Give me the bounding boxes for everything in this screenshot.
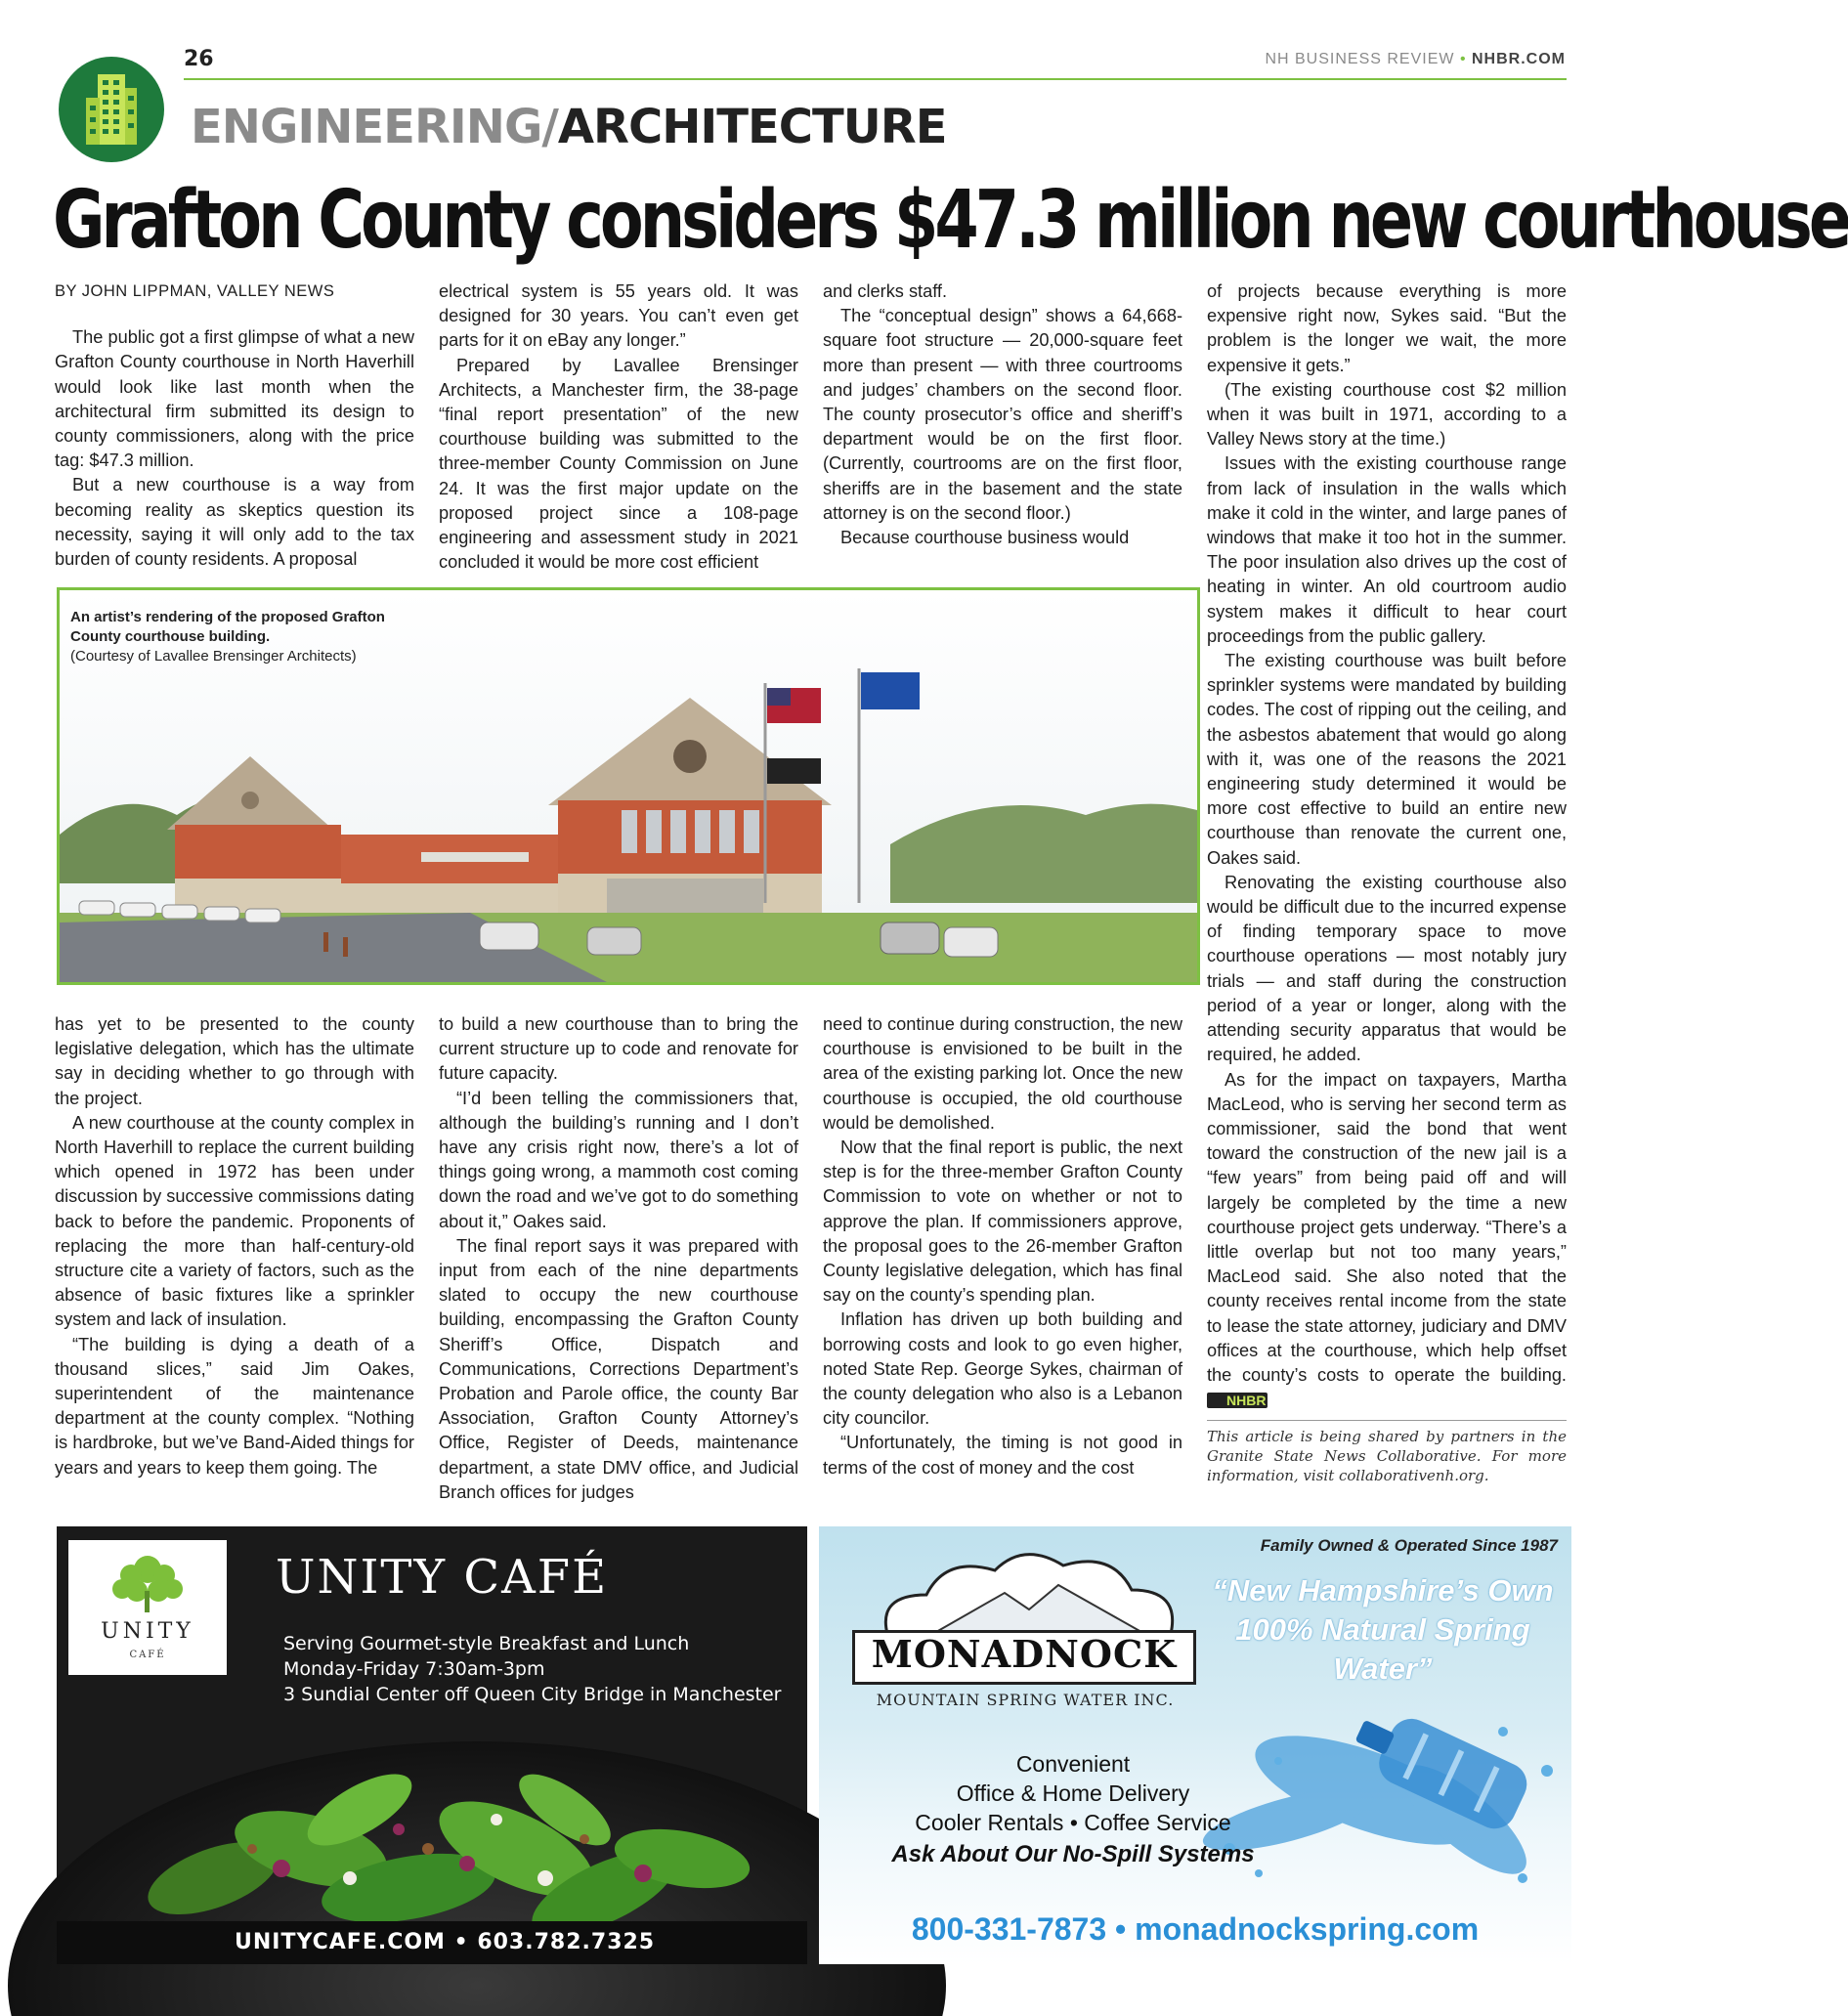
- paragraph: Prepared by Lavallee Brensinger Architects, a Manchester firm, the 38-page “final report presentation” of the new courthouse building was submitted to the three-member County Commission on June 24. It was the first major update on the proposed project since a 108-page engineering and assessment study in 2021 concluded it would be more cost efficient: [439, 355, 798, 573]
- tree-icon: [68, 1540, 227, 1675]
- monadnock-service-2: Office & Home Delivery: [956, 1780, 1190, 1806]
- paragraph: [1207, 1068, 1567, 1413]
- monadnock-subname: MOUNTAIN SPRING WATER INC.: [876, 1691, 1175, 1709]
- publication-name: NH BUSINESS REVIEW: [1265, 51, 1455, 67]
- section-title-right: ARCHITECTURE: [557, 100, 947, 154]
- monadnock-service-3: Cooler Rentals • Coffee Service: [915, 1810, 1231, 1835]
- article-headline: Grafton County considers $47.3 million new courthouse: [53, 174, 1848, 267]
- paragraph: need to continue during construction, the new courthouse is envisioned to be built in the area of the existing parking lot. Once the new courthouse is occupied, the old courthouse would be demolished.: [823, 1014, 1182, 1133]
- unity-logo: [68, 1540, 227, 1675]
- paragraph: has yet to be presented to the county legislative delegation, which has the ultimate say in deciding whether to go through with the project.: [55, 1014, 414, 1108]
- unity-logo-word: UNITY: [101, 1619, 194, 1644]
- paragraph: Because courthouse business would: [840, 528, 1130, 548]
- paragraph: But a new courthouse is a way from becoming reality as skeptics question its necessity, saying it will only add to the tax burden of county residents. A proposal: [55, 475, 414, 570]
- column-1-top: [55, 279, 414, 572]
- paragraph: (The existing courthouse cost $2 million when it was built in 1971, according to a Valley News story at the time.): [1207, 379, 1567, 450]
- column-1-bottom: [55, 1012, 414, 1480]
- header-separator: •: [1459, 51, 1467, 67]
- credit-rule: [1207, 1420, 1567, 1421]
- unity-logo-sub: CAFÉ: [129, 1650, 166, 1660]
- running-header: [1265, 51, 1566, 68]
- paragraph: The public got a first glimpse of what a new Grafton County courthouse in North Haverhill would look like last month when the architectural firm submitted its design to county commissioners, along with the price tag: $47.3 million.: [55, 327, 414, 471]
- page-number: 26: [184, 47, 214, 71]
- monadnock-contact[interactable]: 800-331-7873 • monadnockspring.com: [911, 1911, 1480, 1947]
- unity-cafe-ad[interactable]: [57, 1526, 807, 1964]
- paragraph: The final report says it was prepared with input from each of the nine departments slated to occupy the new courthouse building, encompassing the Grafton County Sheriff’s Office, Dispatch and Communications, Corrections Department’s Probation and Parole office, the county Bar Association, Grafton County Attorney’s Office, Register of Deeds, maintenance department, a state DMV office, and Judicial Branch offices for judges: [439, 1235, 798, 1502]
- paragraph: to build a new courthouse than to bring the current structure up to code and renovate for future capacity.: [439, 1014, 798, 1084]
- paragraph: Renovating the existing courthouse also would be difficult due to the incurred expense of finding temporary space to move courthouse operations — most notably jury trials — and staff during the construction period of a year or longer, along with the attending security apparatus that would be required, he added.: [1207, 872, 1567, 1065]
- unity-cafe-title: UNITY CAFÉ: [276, 1550, 609, 1605]
- monadnock-name: MONADNOCK: [871, 1632, 1178, 1676]
- unity-address: 3 Sundial Center off Queen City Bridge in Manchester: [283, 1684, 782, 1705]
- paragraph: “Unfortunately, the timing is not good in terms of the cost of money and the cost: [823, 1433, 1182, 1478]
- paragraph: Now that the final report is public, the next step is for the three-member Grafton County Commission to vote on whether or not to approve the plan. If commissioners approve, the proposal goes to the 26-member Grafton County legislative delegation, which has final say on the county’s spending plan.: [823, 1137, 1182, 1306]
- image-caption: [70, 608, 403, 666]
- paragraph: Inflation has driven up both building and borrowing costs and look to go even higher, noted State Rep. George Sykes, chairman of the county delegation who also is a Lebanon city councilor.: [823, 1309, 1182, 1429]
- byline: BY JOHN LIPPMAN, VALLEY NEWS: [55, 282, 335, 300]
- section-title-left: ENGINEERING/: [191, 100, 558, 154]
- column-4: [1207, 279, 1567, 1485]
- publication-website[interactable]: NHBR.COM: [1472, 51, 1566, 67]
- collaborative-credit: This article is being shared by partners in the Granite State News Collaborative. For more information, visit collaborativenh.org.: [1207, 1428, 1567, 1485]
- paragraph: The “conceptual design” shows a 64,668-square foot structure — 20,000-square feet more than present — with three courtrooms and judges’ chambers on the second floor. The county prosecutor’s office and sheriff’s department would be on the first floor. (Currently, courtrooms are on the first floor, sheriffs are in the basement and the state attorney is on the second floor.): [823, 306, 1182, 523]
- header-rule: [184, 78, 1567, 80]
- monadnock-no-spill: Ask About Our No-Spill Systems: [891, 1841, 1255, 1867]
- paragraph: The existing courthouse was built before sprinkler systems were mandated by building codes. The cost of ripping out the ceiling, and the asbestos abatement that would go along with it, was one of the reasons the 2021 engineering study determined it would be more cost effective to build an entire new courthouse than renovate the current one, Oakes said.: [1207, 651, 1567, 868]
- paragraph: electrical system is 55 years old. It was designed for 30 years. You can’t even get parts for it on eBay any longer.”: [439, 281, 798, 351]
- section-title: [191, 100, 946, 154]
- unity-hours: Monday-Friday 7:30am-3pm: [283, 1658, 545, 1680]
- end-mark: NHBR: [1207, 1393, 1268, 1408]
- monadnock-service-1: Convenient: [1015, 1751, 1131, 1777]
- paragraph: A new courthouse at the county complex in North Haverhill to replace the current building which opened in 1972 has been under discussion by successive commissions dating back to before the pandemic. Proponents of replacing the more than half-century-old structure cite a variety of factors, such as the absence of basic fixtures like a sprinkler system and lack of insulation.: [55, 1112, 414, 1330]
- column-3-top: [823, 279, 1182, 550]
- paragraph: “I’d been telling the commissioners that, although the building’s running and I don’t have any crisis right now, there’s a lot of things going wrong, a mammoth cost coming down the road and we’ve got to do something about it,” Oakes said.: [439, 1088, 798, 1231]
- column-3-bottom: [823, 1012, 1182, 1480]
- section-logo: [57, 55, 166, 164]
- unity-contact[interactable]: UNITYCAFE.COM • 603.782.7325: [235, 1930, 656, 1954]
- unity-footer: [57, 1921, 807, 1964]
- caption-credit: (Courtesy of Lavallee Brensinger Architects): [70, 648, 357, 665]
- paragraph: and clerks staff.: [823, 281, 948, 301]
- monadnock-established: Family Owned & Operated Since 1987: [1260, 1536, 1558, 1555]
- paragraph-text: As for the impact on taxpayers, Martha MacLeod, who is serving her second term as commissioner, said the bond that went toward the construction of the new jail is a “few years” from being paid off and will largely be completed by the time a new courthouse project gets underway. “There’s a little overlap but not too many years,” MacLeod said. She also noted that the county receives rental income from the state to lease the state attorney, judiciary and DMV offices at the courthouse, which help offset the county’s costs to operate the building.: [1207, 1069, 1567, 1385]
- paragraph: of projects because everything is more expensive right now, Sykes said. “But the problem is the longer we wait, the more expensive it gets.”: [1207, 281, 1567, 375]
- building-icon: [57, 55, 166, 164]
- column-2-bottom: [439, 1012, 798, 1505]
- unity-tagline: Serving Gourmet-style Breakfast and Lunch: [283, 1633, 690, 1654]
- paragraph: Issues with the existing courthouse range from lack of insulation in the walls which make it cold in the winter, and large panes of windows that make it too hot in the summer. The poor insulation also drives up the cost of heating in winter. An old courtroom audio system makes it difficult to hear court proceedings from the public gallery.: [1207, 453, 1567, 646]
- column-2-top: [439, 279, 798, 575]
- monadnock-ad[interactable]: [819, 1526, 1571, 1964]
- monadnock-slogan: “New Hampshire’s Own 100% Natural Spring Water”: [1212, 1573, 1554, 1686]
- paragraph: “The building is dying a death of a thousand slices,” said Jim Oakes, superintendent of the maintenance department at the county complex. “Nothing is hardbroke, but we’ve Band-Aided things for years and years to keep them going. The: [55, 1334, 414, 1478]
- caption-title: An artist’s rendering of the proposed Grafton County courthouse building.: [70, 609, 385, 645]
